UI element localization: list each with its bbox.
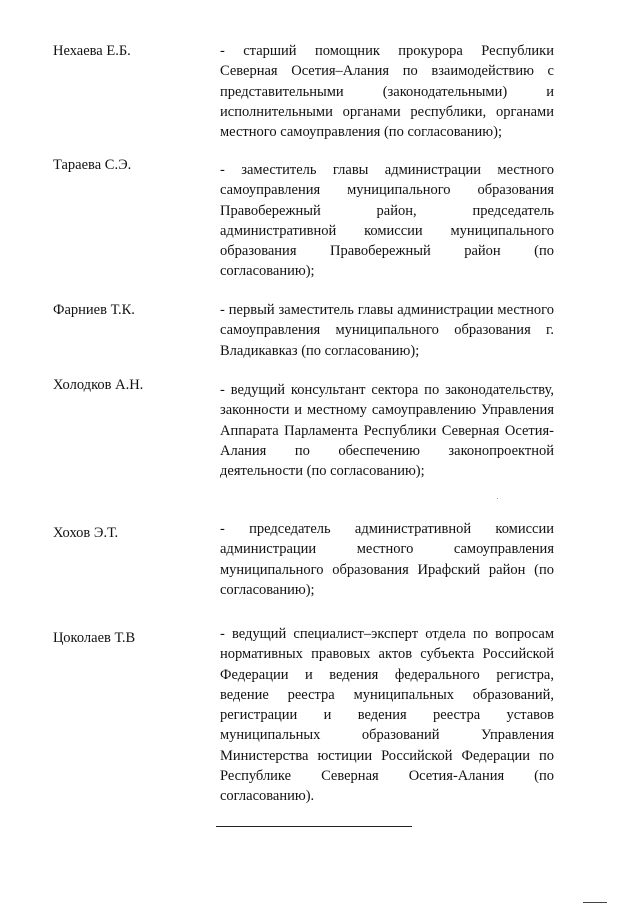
member-name: Цоколаев Т.В xyxy=(53,630,136,646)
member-description: - ведущий специалист–эксперт отдела по вопросам нормативных правовых актов субъекта Российской Федерации и ведения федерального регистра, ведение реестра муниципальных образований, регистрации и ведения реестра уставов муниципальных образований Управления Министерства юстиции Российской Федерации по Республике Северная Осетия-Алания (по согласованию). xyxy=(220,626,554,805)
member-name: Холодков А.Н. xyxy=(53,377,144,393)
corner-line xyxy=(583,902,607,903)
member-description: - старший помощник прокурора Республики Северная Осетия–Алания по взаимодействию с представительными (законодательными) и исполнительными органами республики, органами местного самоуправления (по согласованию); xyxy=(220,43,554,141)
member-name: Хохов Э.Т. xyxy=(53,525,119,541)
scan-speck xyxy=(497,498,498,499)
member-description: - ведущий консультант сектора по законодательству, законности и местному самоуправлению Управления Аппарата Парламента Республики Северная Осетия-Алания по обеспечению законопроектной деятельности (по согласованию); xyxy=(220,382,554,480)
member-description: - первый заместитель главы администрации местного самоуправления муниципального образования г. Владикавказ (по согласованию); xyxy=(220,302,554,359)
end-divider xyxy=(216,826,412,827)
member-description: - председатель административной комиссии администрации местного самоуправления муниципального образования Ирафский район (по согласованию); xyxy=(220,521,554,598)
member-name: Тараева С.Э. xyxy=(53,157,132,173)
member-name: Фарниев Т.К. xyxy=(53,302,135,318)
member-description: - заместитель главы администрации местного самоуправления муниципального образования Правобережный район, председатель административной комиссии муниципального образования Правобережный район (по согласованию); xyxy=(220,162,554,280)
member-name: Нехаева Е.Б. xyxy=(53,43,131,59)
